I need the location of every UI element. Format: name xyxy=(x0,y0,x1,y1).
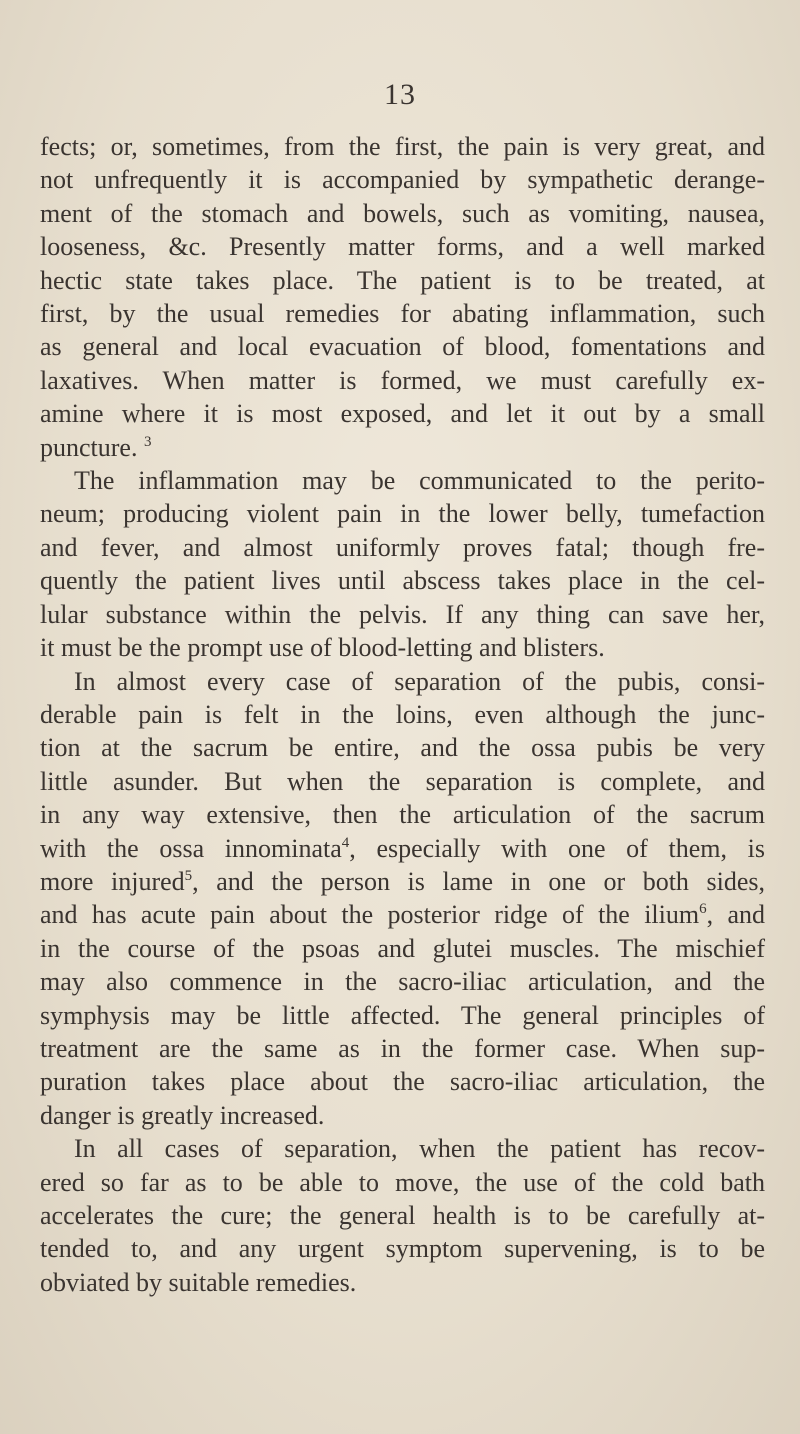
text-line: ered so far as to be able to move, the use of the cold bath xyxy=(40,1167,765,1197)
text-line: quently the patient lives until abscess takes place in the cel- xyxy=(40,566,765,596)
text-line xyxy=(40,832,765,865)
text-line: In almost every case of separation of the pubis, consi- xyxy=(74,666,765,696)
footnote-mark: 5 xyxy=(184,867,193,884)
text-line: accelerates the cure; the general health is to be carefully at- xyxy=(40,1201,765,1230)
text-line: tion at the sacrum be entire, and the ossa pubis be very xyxy=(40,733,765,763)
footnote-mark: 6 xyxy=(699,901,707,918)
text-line: laxatives. When matter is formed, we must carefully ex- xyxy=(40,365,765,395)
text-line: as general and local evacuation of blood, fomentations and xyxy=(40,332,765,362)
text-line: amine where it is most exposed, and let it out by a small xyxy=(40,399,765,429)
text-fragment: , and xyxy=(706,900,765,930)
text-fragment: , especially with one of them, is xyxy=(349,833,765,863)
text-fragment: with the ossa innominata xyxy=(40,833,342,863)
text-line: derable pain is felt in the loins, even although the junc- xyxy=(40,699,765,729)
text-line: in the course of the psoas and glutei muscles. The mischief xyxy=(40,933,765,963)
text-line: neum; producing violent pain in the lower belly, tumefaction xyxy=(40,499,765,529)
text-line: looseness, &c. Presently matter forms, and a well marked xyxy=(40,232,765,262)
text-line: treatment are the same as in the former case. When sup- xyxy=(40,1033,765,1063)
text-line: ment of the stomach and bowels, such as vomiting, nausea, xyxy=(40,198,765,228)
text-fragment: and has acute pain about the posterior ridge of the ilium xyxy=(40,900,700,930)
text-line: puration takes place about the sacro-iliac articulation, the xyxy=(40,1067,765,1097)
footnote-mark: 4 xyxy=(341,834,350,851)
footnote-mark: 3 xyxy=(143,433,152,450)
text-line: fects; or, sometimes, from the first, the pain is very great, and xyxy=(40,132,765,161)
text-line xyxy=(40,431,765,464)
text-line: obviated by suitable remedies. xyxy=(40,1267,357,1297)
page-number: 13 xyxy=(384,78,416,111)
text-line: tended to, and any urgent symptom supervening, is to be xyxy=(40,1234,765,1264)
text-fragment: more injured xyxy=(40,866,185,896)
text-line: in any way extensive, then the articulation of the sacrum xyxy=(40,800,765,830)
text-line: lular substance within the pelvis. If any thing can save her, xyxy=(40,599,765,629)
text-line: first, by the usual remedies for abating inflammation, such xyxy=(40,299,765,329)
text-line: may also commence in the sacro-iliac articulation, and the xyxy=(40,967,765,997)
text-line xyxy=(40,898,765,931)
text-fragment: , and the person is lame in one or both sides, xyxy=(192,866,765,896)
body-text xyxy=(40,130,765,1299)
text-fragment: puncture. xyxy=(40,432,138,462)
text-line: The inflammation may be communicated to the perito- xyxy=(74,466,765,496)
text-line: symphysis may be little affected. The general principles of xyxy=(40,1000,765,1030)
text-line: and fever, and almost uniformly proves fatal; though fre- xyxy=(40,532,765,562)
text-line: hectic state takes place. The patient is to be treated, at xyxy=(40,265,765,295)
text-line xyxy=(40,865,765,898)
text-line: In all cases of separation, when the patient has recov- xyxy=(74,1134,765,1164)
text-line: not unfrequently it is accompanied by sympathetic derange- xyxy=(40,165,765,195)
text-line: it must be the prompt use of blood-letting and blisters. xyxy=(40,633,605,663)
text-line: danger is greatly increased. xyxy=(40,1100,325,1130)
text-line: little asunder. But when the separation is complete, and xyxy=(40,766,765,796)
